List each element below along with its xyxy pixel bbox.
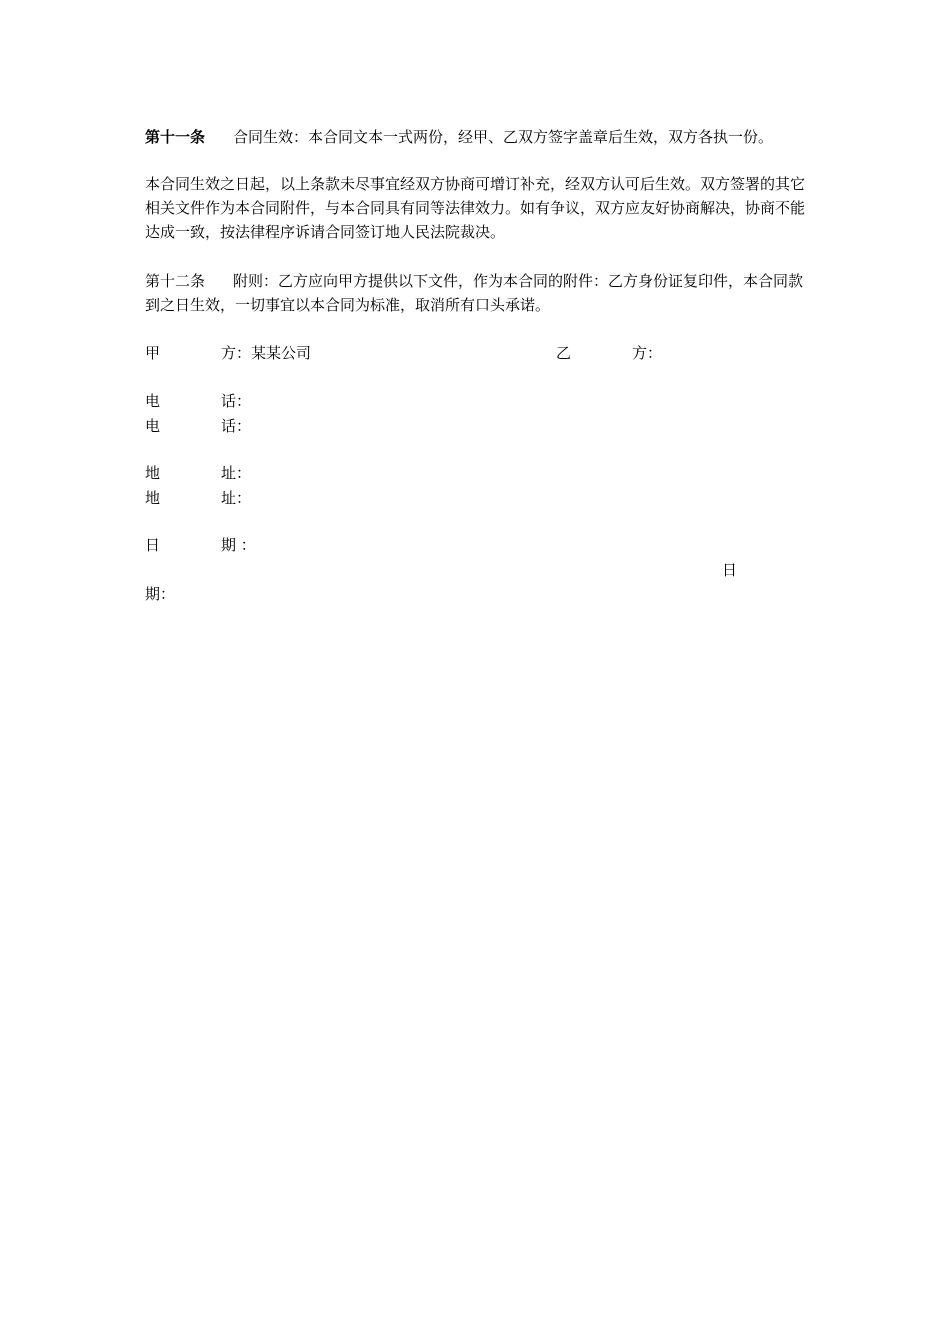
- date-b-label-1: 日: [722, 561, 738, 579]
- party-a-label-1: 甲: [145, 344, 161, 362]
- phone-a-label-1: 电: [145, 392, 161, 410]
- party-b-label-1: 乙: [556, 344, 572, 362]
- address-a-label-1: 地: [145, 464, 161, 482]
- address-a-field: [145, 461, 251, 485]
- article-11: [145, 125, 810, 149]
- article-11-continuation: 本合同生效之日起，以上条款未尽事宜经双方协商可增订补充，经双方认可后生效。双方签署的其它相关文件作为本合同附件，与本合同具有同等法律效力。如有争议，双方应友好协商解决，协商不能达成一致，按法律程序诉请合同签订地人民法院裁决。: [145, 175, 806, 241]
- phone-b-label-2: 话：: [221, 417, 252, 435]
- article-12-text: 附则：乙方应向甲方提供以下文件，作为本合同的附件：乙方身份证复印件，本合同款到之日生效，一切事宜以本合同为标准，取消所有口头承诺。: [145, 272, 804, 314]
- article-12: [145, 269, 810, 317]
- party-a-value: 某某公司: [251, 344, 312, 362]
- phone-a-label-2: 话：: [221, 392, 252, 410]
- article-11-text: 合同生效：本合同文本一式两份，经甲、乙双方签字盖章后生效，双方各执一份。: [233, 128, 774, 146]
- date-b-label-2: 期：: [145, 585, 176, 603]
- phone-b-label-1: 电: [145, 417, 161, 435]
- address-b-label-1: 地: [145, 489, 161, 507]
- party-b-field: [556, 341, 662, 365]
- phone-a-field: [145, 389, 251, 413]
- article-12-heading: 第十二条: [145, 272, 206, 290]
- address-b-label-2: 址：: [221, 489, 252, 507]
- address-b-field: [145, 486, 251, 510]
- party-a-field: [145, 341, 311, 365]
- address-a-label-2: 址：: [221, 464, 252, 482]
- date-a-field: [145, 533, 256, 557]
- article-11-heading: 第十一条: [145, 128, 206, 146]
- party-a-label-2: 方：: [221, 344, 252, 362]
- phone-b-field: [145, 414, 251, 438]
- date-a-label-2: 期 ：: [221, 536, 256, 554]
- date-a-label-1: 日: [145, 536, 161, 554]
- party-b-label-2: 方：: [632, 344, 663, 362]
